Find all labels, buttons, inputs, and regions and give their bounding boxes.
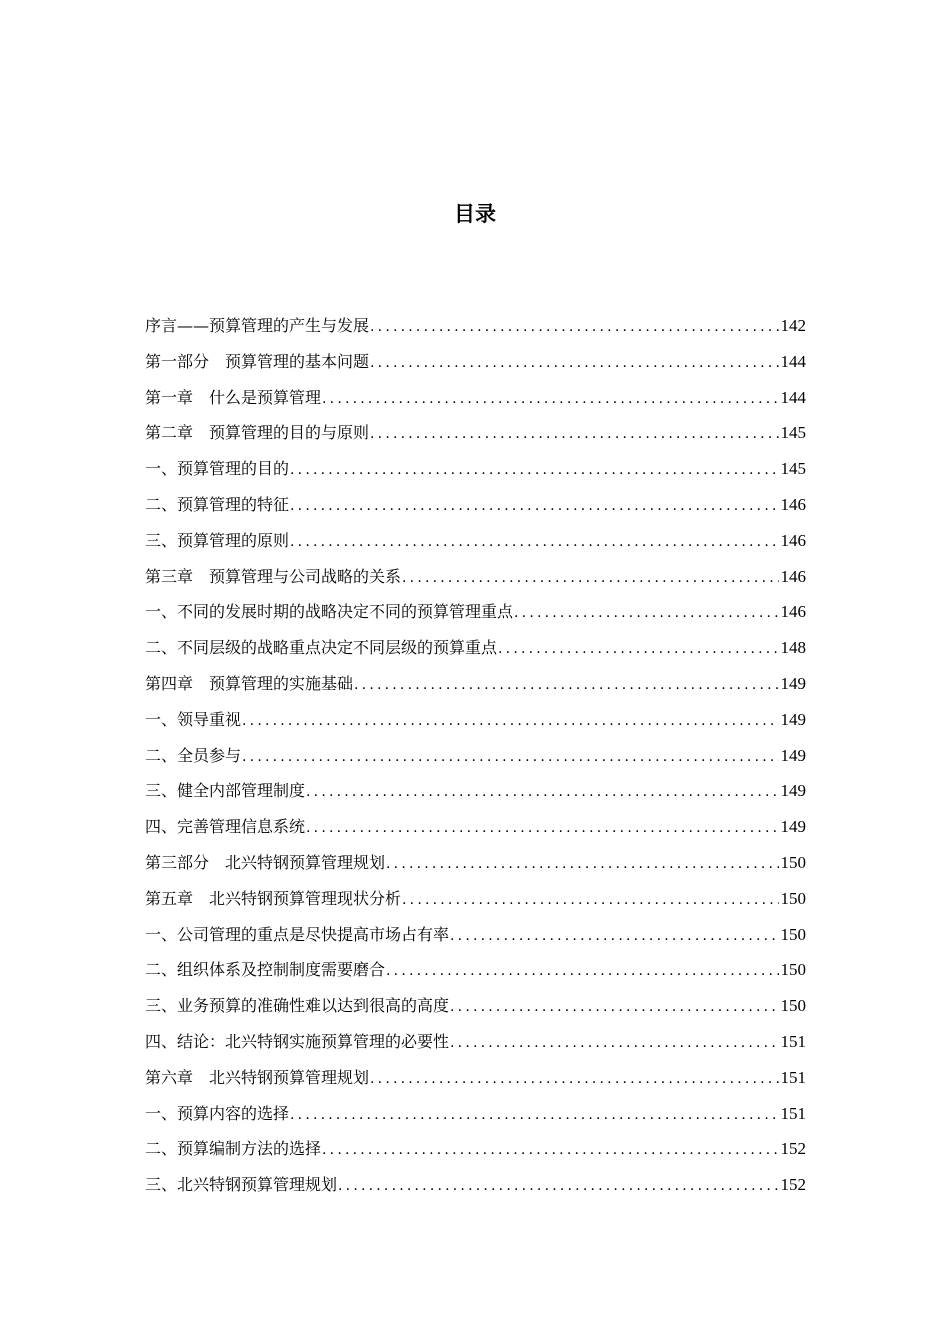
toc-entry[interactable] xyxy=(145,630,806,666)
toc-page-number: 144 xyxy=(780,387,806,407)
toc-dot-leader xyxy=(402,882,778,918)
toc-dot-leader xyxy=(370,1061,778,1097)
toc-entry[interactable] xyxy=(145,1060,806,1096)
toc-entry[interactable] xyxy=(145,308,806,344)
toc-entry-label: 二、全员参与 xyxy=(145,745,242,765)
toc-entry-label: 第三部分 北兴特钢预算管理规划 xyxy=(145,852,386,872)
toc-entry-label: 四、完善管理信息系统 xyxy=(145,817,306,837)
toc-page-number: 152 xyxy=(780,1139,806,1159)
toc-page-number: 151 xyxy=(780,1067,806,1087)
toc-page-number: 146 xyxy=(780,602,806,622)
toc-dot-leader xyxy=(450,1025,778,1061)
toc-entry-label: 第二章 预算管理的目的与原则 xyxy=(145,423,370,443)
toc-entry-label: 一、公司管理的重点是尽快提高市场占有率 xyxy=(145,924,450,944)
toc-page-number: 145 xyxy=(780,423,806,443)
toc-entry-label: 三、健全内部管理制度 xyxy=(145,781,306,801)
toc-entry-label: 二、不同层级的战略重点决定不同层级的预算重点 xyxy=(145,638,498,658)
toc-dot-leader xyxy=(290,488,778,524)
toc-entry[interactable] xyxy=(145,594,806,630)
toc-dot-leader xyxy=(338,1168,778,1204)
toc-entry-label: 第四章 预算管理的实施基础 xyxy=(145,673,354,693)
toc-entry-label: 序言——预算管理的产生与发展 xyxy=(145,316,370,335)
toc-page-number: 146 xyxy=(780,494,806,514)
toc-dot-leader xyxy=(322,1132,778,1168)
toc-entry-label: 四、结论：北兴特钢实施预算管理的必要性 xyxy=(145,1031,450,1051)
toc-page-number: 146 xyxy=(780,530,806,550)
toc-page-number: 144 xyxy=(780,351,806,371)
toc-dot-leader xyxy=(386,953,778,989)
toc-entry[interactable] xyxy=(145,1167,806,1203)
toc-entry[interactable] xyxy=(145,666,806,702)
toc-page-number: 150 xyxy=(780,852,806,872)
toc-dot-leader xyxy=(242,703,778,739)
toc-entry[interactable] xyxy=(145,451,806,487)
toc-entry-label: 第一部分 预算管理的基本问题 xyxy=(145,351,370,371)
toc-page-number: 150 xyxy=(780,960,806,980)
toc-entry-label: 第三章 预算管理与公司战略的关系 xyxy=(145,566,402,586)
toc-dot-leader xyxy=(306,774,778,810)
toc-entry[interactable] xyxy=(145,917,806,953)
toc-page-number: 150 xyxy=(780,924,806,944)
toc-entry-label: 二、预算管理的特征 xyxy=(145,494,290,514)
toc-page-number: 150 xyxy=(780,888,806,908)
toc-entry-label: 第五章 北兴特钢预算管理现状分析 xyxy=(145,888,402,908)
toc-entry-label: 第一章 什么是预算管理 xyxy=(145,387,322,407)
toc-page-number: 151 xyxy=(780,1031,806,1051)
page-title: 目录 xyxy=(454,202,496,226)
toc-entry[interactable] xyxy=(145,809,806,845)
toc-entry-label: 一、领导重视 xyxy=(145,709,242,729)
table-of-contents xyxy=(145,308,806,1203)
toc-page-number: 148 xyxy=(780,638,806,658)
toc-entry-label: 三、北兴特钢预算管理规划 xyxy=(145,1175,338,1195)
toc-entry-label: 二、预算编制方法的选择 xyxy=(145,1139,322,1159)
toc-entry[interactable] xyxy=(145,773,806,809)
toc-entry[interactable] xyxy=(145,988,806,1024)
toc-entry-label: 三、预算管理的原则 xyxy=(145,530,290,550)
toc-entry[interactable] xyxy=(145,487,806,523)
toc-page-number: 149 xyxy=(780,817,806,837)
toc-entry[interactable] xyxy=(145,845,806,881)
toc-entry[interactable] xyxy=(145,559,806,595)
toc-page-number: 149 xyxy=(780,673,806,693)
toc-entry-label: 一、预算内容的选择 xyxy=(145,1103,290,1123)
toc-entry[interactable] xyxy=(145,1024,806,1060)
toc-entry-label: 三、业务预算的准确性难以达到很高的高度 xyxy=(145,996,450,1016)
toc-dot-leader xyxy=(306,810,778,846)
toc-page-number: 149 xyxy=(780,745,806,765)
toc-entry[interactable] xyxy=(145,415,806,451)
toc-entry-label: 二、组织体系及控制制度需要磨合 xyxy=(145,960,386,980)
toc-entry-label: 一、预算管理的目的 xyxy=(145,459,290,479)
toc-page-number: 142 xyxy=(780,316,806,335)
toc-dot-leader xyxy=(290,452,778,488)
toc-entry[interactable] xyxy=(145,380,806,416)
toc-dot-leader xyxy=(370,309,778,345)
toc-entry[interactable] xyxy=(145,1131,806,1167)
toc-dot-leader xyxy=(370,345,778,381)
toc-page-number: 152 xyxy=(780,1175,806,1195)
toc-entry-label: 第六章 北兴特钢预算管理规划 xyxy=(145,1067,370,1087)
toc-dot-leader xyxy=(370,416,778,452)
toc-page-number: 149 xyxy=(780,709,806,729)
toc-dot-leader xyxy=(450,918,778,954)
toc-dot-leader xyxy=(290,1097,778,1133)
toc-entry[interactable] xyxy=(145,1096,806,1132)
toc-dot-leader xyxy=(402,560,778,596)
toc-dot-leader xyxy=(290,524,778,560)
toc-dot-leader xyxy=(498,631,778,667)
toc-entry[interactable] xyxy=(145,952,806,988)
toc-dot-leader xyxy=(322,381,778,417)
toc-entry[interactable] xyxy=(145,702,806,738)
toc-page-number: 145 xyxy=(780,459,806,479)
toc-dot-leader xyxy=(450,989,778,1025)
toc-entry-label: 一、不同的发展时期的战略决定不同的预算管理重点 xyxy=(145,602,514,622)
toc-page-number: 149 xyxy=(780,781,806,801)
toc-page-number: 151 xyxy=(780,1103,806,1123)
toc-page-number: 150 xyxy=(780,996,806,1016)
toc-page-number: 146 xyxy=(780,566,806,586)
toc-dot-leader xyxy=(514,595,778,631)
toc-entry[interactable] xyxy=(145,881,806,917)
toc-entry[interactable] xyxy=(145,738,806,774)
toc-entry[interactable] xyxy=(145,344,806,380)
toc-dot-leader xyxy=(242,739,778,775)
toc-entry[interactable] xyxy=(145,523,806,559)
toc-dot-leader xyxy=(386,846,778,882)
toc-dot-leader xyxy=(354,667,778,703)
